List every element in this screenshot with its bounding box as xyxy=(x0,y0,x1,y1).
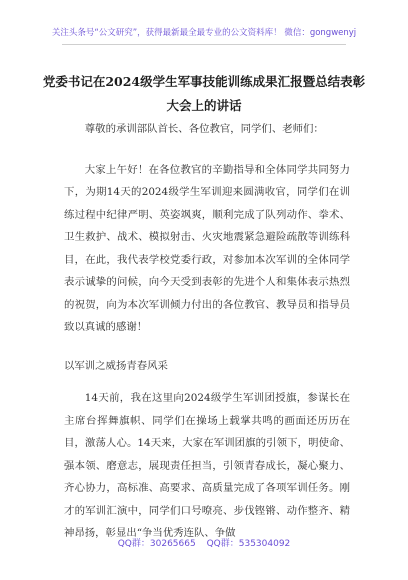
title-line-2: 大会上的讲话 xyxy=(166,98,242,113)
paragraph-2: 14天前，我在这里向2024级学生军训团授旗，参谋长在主席台挥舞旗帜、同学们在操场上载掌共鸣的画面还历历在目，激荡人心。14天来，大家在军训团旗的引领下，明使命、强本领、磨意志，展现责任担当，引领青春成长，凝心聚力、齐心协力，高标准、高要求、高质量完成了各项军训任务。刚才的军训汇演中，同学们口号嘹亮、步伐铿锵、动作整齐、精神昂扬，彰显出“争当优秀连队、争做 xyxy=(64,392,350,539)
footer-qq-1: QQ群：30265665 xyxy=(117,539,196,549)
header-divider xyxy=(62,44,346,45)
section-heading: 以军训之威扬青春风采 xyxy=(64,359,168,372)
footer-qq-2: QQ群：535304092 xyxy=(206,539,291,549)
title-line-1: 党委书记在2024级学生军事技能训练成果汇报暨总结表彰 xyxy=(42,74,366,89)
paragraph-1: 大家上午好！在各位教官的辛勤指导和全体同学共同努力下，为期14天的2024级学生军训迎来圆满收官，同学们在训练过程中纪律严明、英姿飒爽，顺利完成了队列动作、拳术、卫生救护、战术、模拟射击、火灾地震紧急避险疏散等训练科目，在此，我代表学校党委行政，对参加本次军训的全体同学表示诚挚的问候，向今天受到表彰的先进个人和集体表示热烈的祝贺，向为本次军训倾力付出的各位教官、教导员和指导员致以真诚的感谢！ xyxy=(64,163,350,333)
header-note: 关注头条号“公文研究”，获得最新最全最专业的公文资料库！ 微信：gongwenyj xyxy=(51,28,357,38)
greeting: 尊敬的承训部队首长、各位教官，同学们、老师们： xyxy=(84,123,324,135)
document-title xyxy=(40,70,368,118)
footer xyxy=(0,536,408,549)
document-body xyxy=(64,118,350,561)
